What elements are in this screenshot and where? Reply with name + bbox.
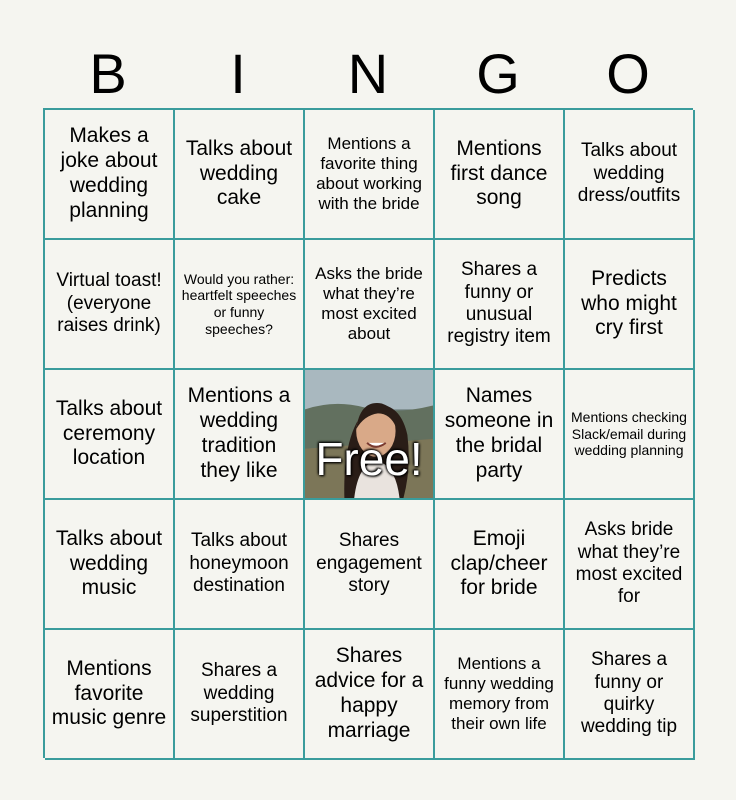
bingo-cell[interactable]: Emoji clap/cheer for bride — [435, 500, 565, 630]
bingo-cell[interactable]: Asks bride what they’re most excited for — [565, 500, 695, 630]
bingo-cell[interactable]: Virtual toast! (everyone raises drink) — [45, 240, 175, 370]
bingo-cell[interactable]: Talks about honeymoon destination — [175, 500, 305, 630]
bingo-grid — [43, 108, 693, 758]
bingo-cell[interactable]: Asks the bride what they’re most excited about — [305, 240, 435, 370]
bingo-cell[interactable]: Talks about wedding dress/outfits — [565, 110, 695, 240]
bingo-cell[interactable]: Makes a joke about wedding planning — [45, 110, 175, 240]
header-letter-i: I — [230, 42, 246, 105]
free-space-label: Free! — [315, 433, 423, 485]
bingo-cell[interactable]: Talks about wedding cake — [175, 110, 305, 240]
free-space-cell[interactable] — [305, 370, 435, 500]
bingo-cell[interactable]: Would you rather: heartfelt speeches or funny speeches? — [175, 240, 305, 370]
bingo-cell[interactable]: Names someone in the bridal party — [435, 370, 565, 500]
bingo-cell[interactable]: Mentions favorite music genre — [45, 630, 175, 760]
bingo-cell[interactable]: Shares advice for a happy marriage — [305, 630, 435, 760]
header-letter-b: B — [89, 42, 127, 105]
bingo-cell[interactable]: Mentions a funny wedding memory from their own life — [435, 630, 565, 760]
bingo-header — [43, 40, 693, 108]
bingo-cell[interactable]: Mentions a wedding tradition they like — [175, 370, 305, 500]
bingo-cell[interactable]: Predicts who might cry first — [565, 240, 695, 370]
bingo-cell[interactable]: Shares engagement story — [305, 500, 435, 630]
bingo-cell[interactable]: Shares a wedding superstition — [175, 630, 305, 760]
bingo-cell[interactable]: Talks about ceremony location — [45, 370, 175, 500]
header-letter-o: O — [606, 42, 650, 105]
bingo-cell[interactable]: Mentions a favorite thing about working with the bride — [305, 110, 435, 240]
bingo-cell[interactable]: Shares a funny or quirky wedding tip — [565, 630, 695, 760]
bingo-cell[interactable]: Mentions first dance song — [435, 110, 565, 240]
bingo-cell[interactable]: Shares a funny or unusual registry item — [435, 240, 565, 370]
bingo-cell[interactable]: Talks about wedding music — [45, 500, 175, 630]
header-letter-g: G — [476, 42, 520, 105]
header-letter-n: N — [347, 42, 389, 105]
bingo-cell[interactable]: Mentions checking Slack/email during wedding planning — [565, 370, 695, 500]
